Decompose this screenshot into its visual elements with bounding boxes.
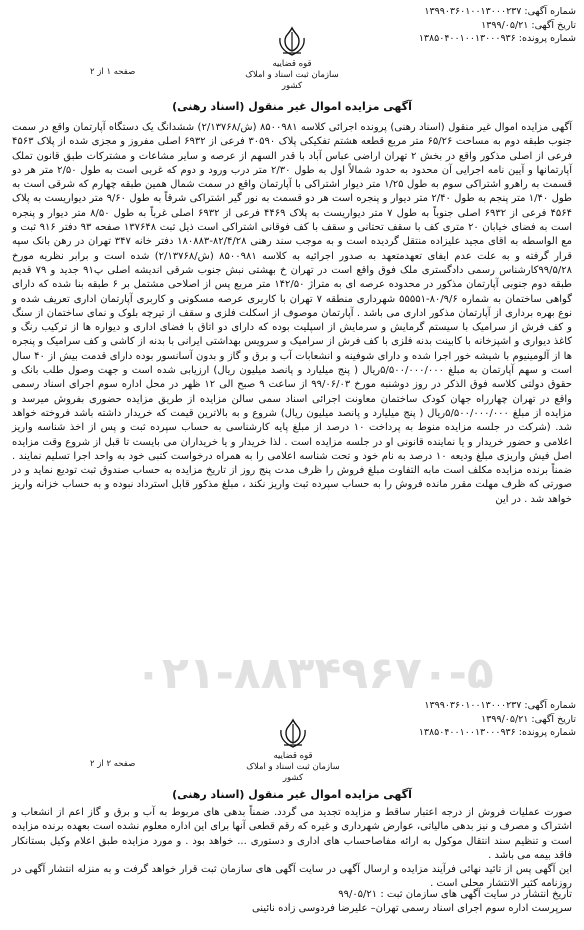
- page-label: صفحه ۱ از ۲: [90, 67, 136, 77]
- publication-note: این آگهی پس از تائید نهائی فرآیند مزایده و ارسال آگهی در سایت آگهی های سازمان ثبت قرار خواهد گرفت و به منزله انتشار آگهی در روزنامه کثیر الانتشار محلی است .: [12, 864, 572, 890]
- judiciary-logo-1: [237, 26, 347, 92]
- page-label: صفحه ۲ از ۲: [90, 759, 136, 769]
- ad-date: تاریخ آگهی: ۱۳۹۹/۰۵/۲۱: [481, 19, 576, 31]
- file-number: شماره پرونده: ۱۳۸۵۰۴۰۰۱۰۰۱۳۰۰۰۹۳۶: [418, 33, 576, 44]
- emblem-icon: [276, 718, 310, 750]
- org-name: قوه قضاییه: [273, 751, 313, 761]
- ad-number: شماره آگهی: ۱۳۹۹۰۳۶۰۱۰۰۱۳۰۰۰۲۳۷: [424, 700, 576, 711]
- ad-meta-block-2: [419, 699, 576, 740]
- org-subname: سازمان ثبت اسناد و املاک کشور: [246, 762, 340, 783]
- ad-meta-block-1: [419, 5, 576, 46]
- signature-line: سرپرست اداره سوم اجرای اسناد رسمی تهران– علیرضا فردوسی زاده نائینی: [251, 903, 572, 915]
- ad-number: شماره آگهی: ۱۳۹۹۰۳۶۰۱۰۰۱۳۰۰۰۲۳۷: [424, 6, 576, 17]
- ad-title: آگهی مزایده اموال غیر منقول (اسناد رهنی): [172, 100, 412, 113]
- judiciary-logo-2: [238, 718, 348, 784]
- org-name: قوه قضاییه: [272, 59, 312, 69]
- ad-title: آگهی مزایده اموال غیر منقول (اسناد رهنی): [172, 788, 412, 801]
- file-number: شماره پرونده: ۱۳۸۵۰۴۰۰۱۰۰۱۳۰۰۰۹۳۶: [418, 727, 576, 738]
- publish-date: تاریخ انتشار در سایت آگهی های سازمان ثبت : ۹۹/۰۵/۲۱: [338, 889, 572, 900]
- ad-body: [12, 121, 572, 507]
- ad-date: تاریخ آگهی: ۱۳۹۹/۰۵/۲۱: [481, 713, 576, 725]
- org-subname: سازمان ثبت اسناد و املاک کشور: [245, 70, 339, 91]
- phone-watermark: ۰۲۱-۸۸۳۴۹۶۷۰-۵: [135, 648, 494, 699]
- ad-footer: [12, 888, 572, 917]
- emblem-icon: [275, 26, 309, 58]
- ad-body-continued: [12, 806, 572, 892]
- ad-body-text: آگهی مزایده اموال غیر منقول (اسناد رهنی) پرونده اجرائی کلاسه ۸۵۰۰۹۸۱ (ش/۲/۱۳۷۶۸) ششدانگ یک دستگاه آپارتمان واقع در سمت جنوب طبقه دوم به مساحت ۶۵/۲۶ متر مربع قطعه هشتم تفکیکی پلاک ۳۰۵۹۰ فرعی از ۶۹۳۲ اصلی مفروز و مجزی شده از پلاک ۴۵۶۳ فرعی از اصلی مذکور واقع در بخش ۲ تهران اراضی عباس آباد با قدر السهم از عرصه و سایر مشاعات و مشترکات طبق قانون تملک آپارتمانها و آیین نامه اجرایی آن محدود به حدود شمالاً اول به طول ۲/۳۰ متر درب ورود و دوم که غربی است به طول ۲/۵۰ متر هر دو قسمت به راهرو اشتراکی سوم به طول ۱/۲۵ متر دیوار اشتراکی با آپارتمان واقع در سمت شمال همین طبقه چهارم که شرقی است به طول ۱/۴۰ متر پنجم به طول ۲/۴۰ متر دیوار و پنجره است هر دو قسمت به نور گیر اشتراکی شرقاً به طول ۹/۶۰ متر دیواریست به پلاک ۴۵۶۴ فرعی از ۶۹۳۲ اصلی جنوباً به طول ۷ متر دیواریست به پلاک ۴۴۶۹ فرعی از ۶۹۳۲ اصلی غرباً به طول ۸/۵۰ متر دیوار و پنجره است به فضای خیابان ۲۰ متری کف با سقف تحتانی و سقف با کف فوقانی اشتراکی است ذیل ثبت ۱۳۷۶۴۸ صفحه ۹۳ دفتر ۹۱۶ ثبت و مع الواسطه به اقای مجید علیزاده منتقل گردیده است و به موجب سند رهنی ۸۲/۴/۲۸-۱۸۰۸۸۳ دفتر خانه ۳۴۷ تهران در رهن بانک سپه قرار گرفته و به علت عدم ایفای تعهدمتعهد به صدور اجرائیه به کلاسه ۸۵۰۰۹۸۱ (ش/۲/۱۳۷۶۸) شده است و برابر نظریه مورخ ۹۹/۵/۲۸کارشناس رسمی دادگستری ملک فوق واقع است در تهران خ بهشتی نبش جنوب شرقی اندیشه اصلی پ۹۱ جدید و ۷۹ قدیم طبقه دوم جنوبی آپارتمان مذکور در محدوده عرصه ای به متراژ ۱۴۲/۵۰ متر مربع پس از اصلاحی مشتمل بر ۶ طبقه بنا شده که دارای گواهی ساختمان به شماره ۸۰/۹/۶-۵۵۵۵۱ شهرداری منطقه ۷ تهران با کاربری عرصه مسکونی و کاربری آپارتمان اداری تعریف شده و نوع بهره برداری از آپارتمان مذکور اداری می باشد . آپارتمان موصوف از اسکلت فلزی و سقف از تیرچه بلوک و نمای ساختمان از سنگ و کف فرش از سرامیک با سیستم گرمایش و سرمایش از اسپلیت بوده که دارای دو اتاق با فضای اداری و دیواره ها از ترکیب رنگ و کاغذ دیواری و اشپزخانه با کابینت بدنه فلزی با کف فرش از سرامیک و سرویس بهداشتی ایرانی با بدنه از کاشی و کف سرامیک و پنجره ها از آلومینیوم با شیشه خور اجرا شده و دارای شوفینه و انشعابات آب و برق و گاز و بدون آسانسور بوده دارای قدمت بیش از ۴۰ سال است و سهم آپارتمان به مبلغ ۵/۵۰۰/۰۰۰/۰۰۰ریال ( پنج میلیارد و پانصد میلیون ریال) ارزیابی شده است و جهت وصول طلب بانک و حقوق دولتی کلاسه فوق الذکر در روز دوشنبه مورخ ۹۹/۰۶/۰۳ از ساعت ۹ صبح الی ۱۲ ظهر در محل اداره سوم اجرای اسناد رسمی واقع در تهران چهارراه جهان کودک ساختمان معاونت اجرائی اسناد سمی سالن مزایده از طریق مزایده حضوری بفروش میرسد و مزایده از مبلغ ۵/۵۰۰/۰۰۰/۰۰۰ریال ( پنج میلیارد و پانصد میلیون ریال) شروع و به بالاترین قیمت که خریدار داشته باشد فروخته خواهد شد. (شرکت در جلسه مزایده منوط به پرداخت ۱۰ درصد از مبلغ پایه کارشناسی به حساب سپرده ثبت و پس از اخذ شناسه واریز اعلامی و حضور خریدار و یا نماینده قانونی او در جلسه مزایده است . لذا خریدار و یا خریداران می بایست تا قبل از شروع وقت مزایده اصل فیش واریزی مبلغ ودیعه ۱۰ درصد به نام خود و تحت شناسه اعلامی را به همراه درخواست کتبی خود به واحد اجرا تسلیم نمایند . ضمناً برنده مزایده مکلف است مابه التفاوت مبلغ فروش را ظرف مدت پنج روز از تاریخ مزایده به حساب صندوق ثبت تودیع نماید و در صورتی که ظرف مهلت مقرر مانده فروش را به حساب سپرده ثبت واریز نکند ، مبلغ مذکور قابل استرداد نبوده و به حساب خزانه واریز خواهد شد . در این: [12, 122, 573, 505]
- ad-body-text: صورت عملیات فروش از درجه اعتبار ساقط و مزایده تجدید می گردد. ضمناً بدهی های مربوط به آب و برق و گاز اعم از انشعاب و اشتراک و مصرف و نیز بدهی مالیاتی، عوارض شهرداری و غیره که رقم قطعی آنها برای این اداره معلوم نشده است بعهده برنده مزایده است و تنظیم سند انتقال موکول به ارائه مفاصاحساب های اداری و دستوری ... خواهد بود . و مورد مزایده طبق اعلام وکیل بستانکار فاقد بیمه می باشد .: [12, 807, 572, 861]
